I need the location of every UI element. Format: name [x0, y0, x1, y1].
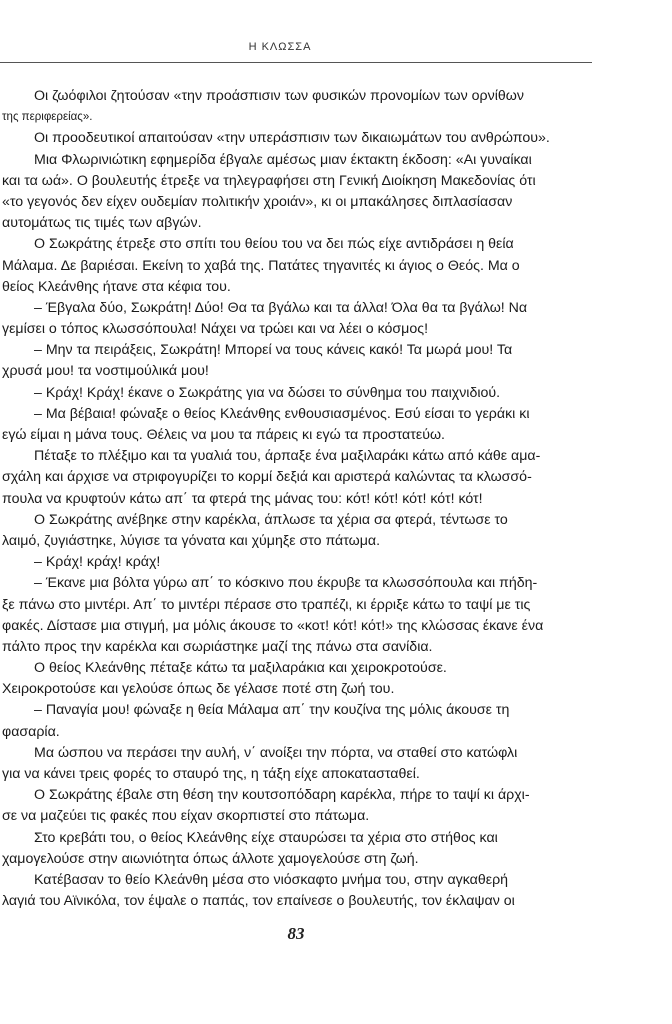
text-line: Στο κρεβάτι του, ο θείος Κλεάνθης είχε σταυρώσει τα χέρια στο στήθος και	[34, 829, 498, 846]
text-line: και τα ωά». Ο βουλευτής έτρεξε να τηλεγραφήσει στη Γενική Διοίκηση Μακεδονίας ότι	[2, 172, 536, 189]
text-line: – Παναγία μου! φώναξε η θεία Μάλαμα απ΄ την κουζίνα της μόλις άκουσε τη	[34, 702, 510, 719]
text-line: φασαρία.	[2, 723, 60, 740]
text-line: Μα ώσπου να περάσει την αυλή, ν΄ ανοίξει την πόρτα, να σταθεί στο κατώφλι	[34, 744, 518, 761]
text-line: γεμίσει ο τόπος κλωσσόπουλα! Νάχει να τρώει και να λέει ο κόσμος!	[2, 321, 429, 338]
text-line: χαμογελούσε στην αιωνιότητα όπως άλλοτε χαμογελούσε στη ζωή.	[2, 850, 419, 867]
running-head-title: Η ΚΛΩΣΣΑ	[248, 41, 312, 53]
text-line: – Έκανε μια βόλτα γύρω απ΄ το κόσκινο που έκρυβε τα κλωσσόπουλα και πήδη-	[34, 575, 538, 592]
text-line: ξε πάνω στο μιντέρι. Απ΄ το μιντέρι πέρασε στο τραπέζι, κι έρριξε κάτω το ταψί με τις	[2, 596, 531, 613]
text-line: – Μην τα πειράξεις, Σωκράτη! Μπορεί να τους κάνεις κακό! Τα μωρά μου! Τα	[34, 342, 513, 359]
text-line: της περιφερείας».	[2, 111, 93, 124]
text-line: σχάλη και άρχισε να στριφογυρίζει το κορμί δεξιά και αριστερά καλώντας τα κλωσσό-	[2, 469, 532, 486]
text-line: Οι ζωόφιλοι ζητούσαν «την προάσπισιν των φυσικών προνομίων των ορνίθων	[34, 88, 524, 104]
text-line: εγώ είμαι η μάνα τους. Θέλεις να μου τα πάρεις κι εγώ τα προστατεύω.	[2, 427, 445, 443]
text-line: για να κάνει τρεις φορές το σταυρό της, η τάξη είχε αποκατασταθεί.	[2, 766, 420, 782]
text-line: Πέταξε το πλέξιμο και τα γυαλιά του, άρπαξε ένα μαξιλαράκι κάτω από κάθε αμα-	[34, 448, 541, 465]
text-line: Μάλαμα. Δε βαριέσαι. Εκείνη το χαβά της. Πατάτες τηγανιτές κι άγιος ο Θεός. Μα ο	[2, 257, 520, 274]
text-line: πάλτο προς την καρέκλα και σωριάστηκε μαζί της πάνω στα σανίδια.	[2, 638, 433, 655]
text-line: σε να μαζεύει τις φακές που είχαν σκορπιστεί στο πάτωμα.	[2, 808, 370, 825]
text-line: – Έβγαλα δύο, Σωκράτη! Δύο! Θα τα βγάλω και τα άλλα! Όλα θα τα βγάλω! Να	[34, 299, 528, 316]
page-number: 83	[287, 924, 305, 943]
text-line: – Κράχ! Κράχ! έκανε ο Σωκράτης για να δώσει το σύνθημα του παιχνιδιού.	[34, 384, 501, 401]
text-line: λαγιά του Αϊνικόλα, τον έψαλε ο παπάς, τον επαίνεσε ο βουλευτής, τον έκλαψαν οι	[2, 893, 515, 910]
text-line: πουλα να κρυφτούν κάτω απ΄ τα φτερά της μάνας του: κότ! κότ! κότ! κότ! κότ!	[2, 490, 483, 507]
text-line: Ο Σωκράτης έτρεξε στο σπίτι του θείου του να δει πώς είχε αντιδράσει η θεία	[34, 236, 514, 253]
text-line: Ο Σωκράτης έβαλε στη θέση την κουτσοπόδαρη καρέκλα, πήρε το ταψί κι άρχι-	[34, 787, 530, 804]
text-line: Ο θείος Κλεάνθης πέταξε κάτω τα μαξιλαράκια και χειροκροτούσε.	[34, 660, 447, 677]
text-line: φακές. Δίστασε μια στιγμή, μα μόλις άκουσε το «κοτ! κότ! κότ!» της κλώσσας έκανε ένα	[2, 617, 544, 634]
text-line: Ο Σωκράτης ανέβηκε στην καρέκλα, άπλωσε τα χέρια σα φτερά, τέντωσε το	[34, 511, 508, 528]
text-line: Κατέβασαν το θείο Κλεάνθη μέσα στο νιόσκαφτο μνήμα του, στην αγκαθερή	[34, 871, 509, 888]
text-line: Οι προοδευτικοί απαιτούσαν «την υπεράσπισιν των δικαιωμάτων του ανθρώπου».	[34, 130, 550, 147]
text-line: – Κράχ! κράχ! κράχ!	[34, 554, 161, 571]
text-line: Μια Φλωρινιώτικη εφημερίδα έβγαλε αμέσως μιαν έκτακτη έκδοση: «Αι γυναίκαι	[34, 151, 532, 168]
text-line: αυτομάτως τις τιμές των αβγών.	[2, 215, 202, 232]
header-divider	[0, 62, 592, 63]
text-line: «το γεγονός δεν είχεν ουδεμίαν πολιτικήν χροιάν», κι οι μπακάλησες διπλασίασαν	[2, 193, 513, 210]
text-line: χρυσά μου! τα νοστιμούλικά μου!	[2, 363, 209, 380]
text-line: λαιμό, ζυγιάστηκε, λύγισε τα γόνατα και χύμηξε στο πάτωμα.	[2, 532, 381, 549]
text-line: Χειροκροτούσε και γελούσε όπως δε γέλασε ποτέ στη ζωή του.	[2, 681, 395, 698]
body-text	[0, 86, 640, 912]
text-line: – Μα βέβαια! φώναξε ο θείος Κλεάνθης ενθουσιασμένος. Εσύ είσαι το γεράκι κι	[34, 405, 530, 422]
text-line: θείος Κλεάνθης ήτανε στα κέφια του.	[2, 278, 231, 295]
